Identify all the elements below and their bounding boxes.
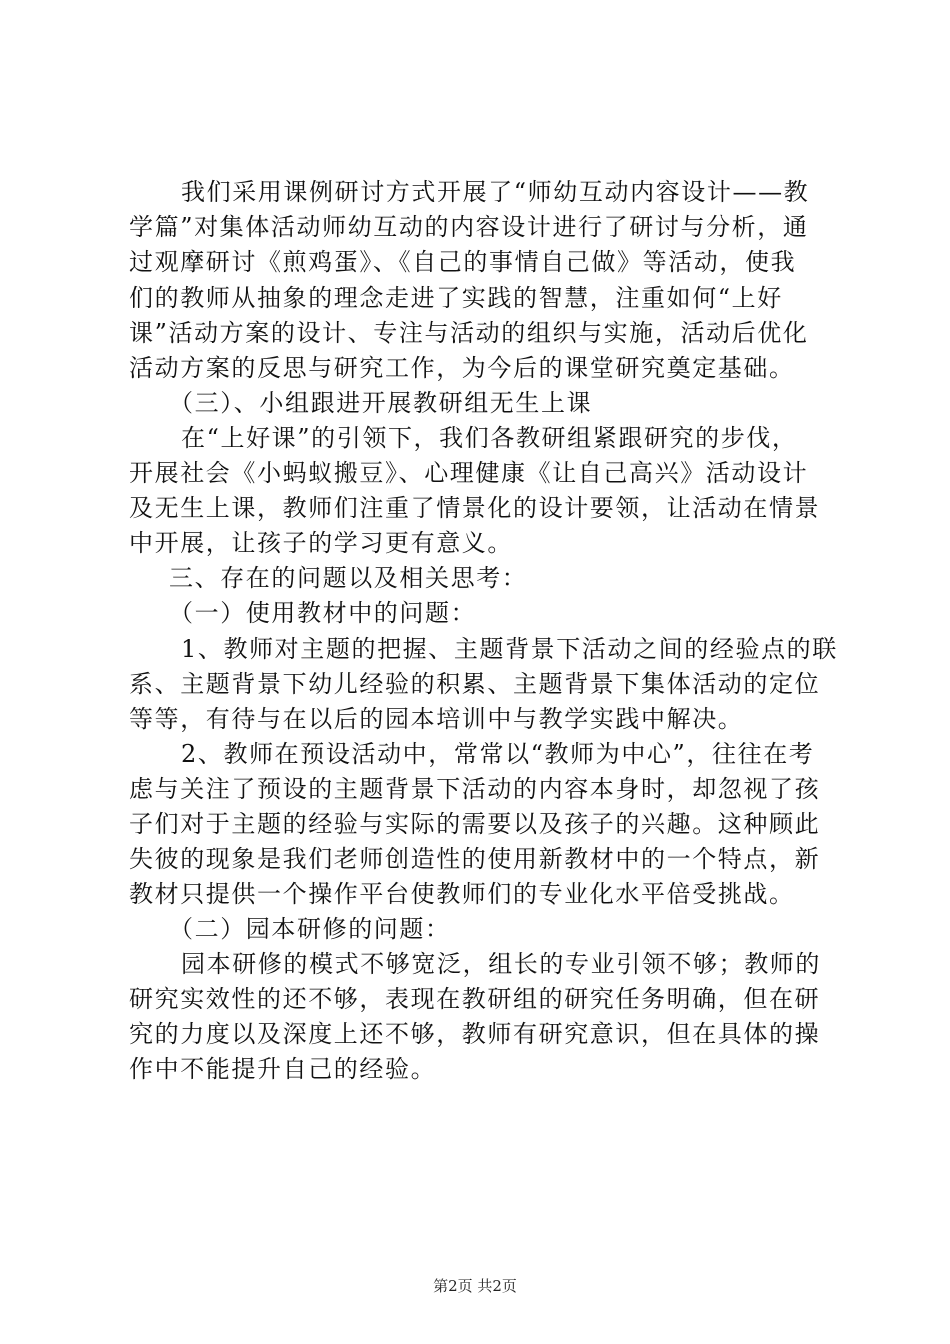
paragraph-line: 及无生上课，教师们注重了情景化的设计要领，让活动在情景	[129, 494, 821, 522]
paragraph-line: 过观摩研讨《煎鸡蛋》、《自己的事情自己做》等活动，使我	[129, 248, 797, 276]
section-heading: （三）、小组跟进开展教研组无生上课	[169, 389, 593, 417]
paragraph-line: 在“上好课”的引领下，我们各教研组紧跟研究的步伐，	[181, 424, 798, 452]
section-heading: （一）使用教材中的问题：	[169, 599, 477, 627]
paragraph-line: 学篇”对集体活动师幼互动的内容设计进行了研讨与分析，通	[129, 213, 809, 241]
paragraph-line: 课”活动方案的设计、专注与活动的组织与实施，活动后优化	[129, 319, 809, 347]
section-heading: （二）园本研修的问题：	[169, 915, 451, 943]
paragraph-line: 子们对于主题的经验与实际的需要以及孩子的兴趣。这种顾此	[129, 810, 821, 838]
paragraph-line: 我们采用课例研讨方式开展了“师幼互动内容设计——教	[181, 178, 810, 206]
paragraph-line: 虑与关注了预设的主题背景下活动的内容本身时，却忽视了孩	[129, 775, 821, 803]
paragraph-line: 等等，有待与在以后的园本培训中与教学实践中解决。	[129, 705, 744, 733]
paragraph-line: 2、教师在预设活动中，常常以“教师为中心”，往往在考	[181, 740, 815, 768]
paragraph-line: 们的教师从抽象的理念走进了实践的智慧，注重如何“上好	[129, 284, 783, 312]
paragraph-line: 教材只提供一个操作平台使教师们的专业化水平倍受挑战。	[129, 880, 795, 908]
paragraph-line: 作中不能提升自己的经验。	[129, 1055, 437, 1083]
paragraph-line: 开展社会《小蚂蚁搬豆》、心理健康《让自己高兴》活动设计	[129, 459, 809, 487]
paragraph-line: 失彼的现象是我们老师创造性的使用新教材中的一个特点，新	[129, 845, 821, 873]
paragraph-line: 究的力度以及深度上还不够，教师有研究意识，但在具体的操	[129, 1020, 821, 1048]
paragraph-line: 中开展，让孩子的学习更有意义。	[129, 529, 513, 557]
paragraph-line: 活动方案的反思与研究工作，为今后的课堂研究奠定基础。	[129, 354, 795, 382]
section-heading: 三、存在的问题以及相关思考：	[169, 564, 528, 592]
page-number-footer: 第2页 共2页	[433, 1277, 517, 1295]
paragraph-line: 系、主题背景下幼儿经验的积累、主题背景下集体活动的定位	[129, 670, 821, 698]
paragraph-line: 1、教师对主题的把握、主题背景下活动之间的经验点的联	[181, 635, 838, 663]
paragraph-line: 研究实效性的还不够，表现在教研组的研究任务明确，但在研	[129, 985, 821, 1013]
paragraph-line: 园本研修的模式不够宽泛，组长的专业引领不够；教师的	[181, 950, 821, 978]
